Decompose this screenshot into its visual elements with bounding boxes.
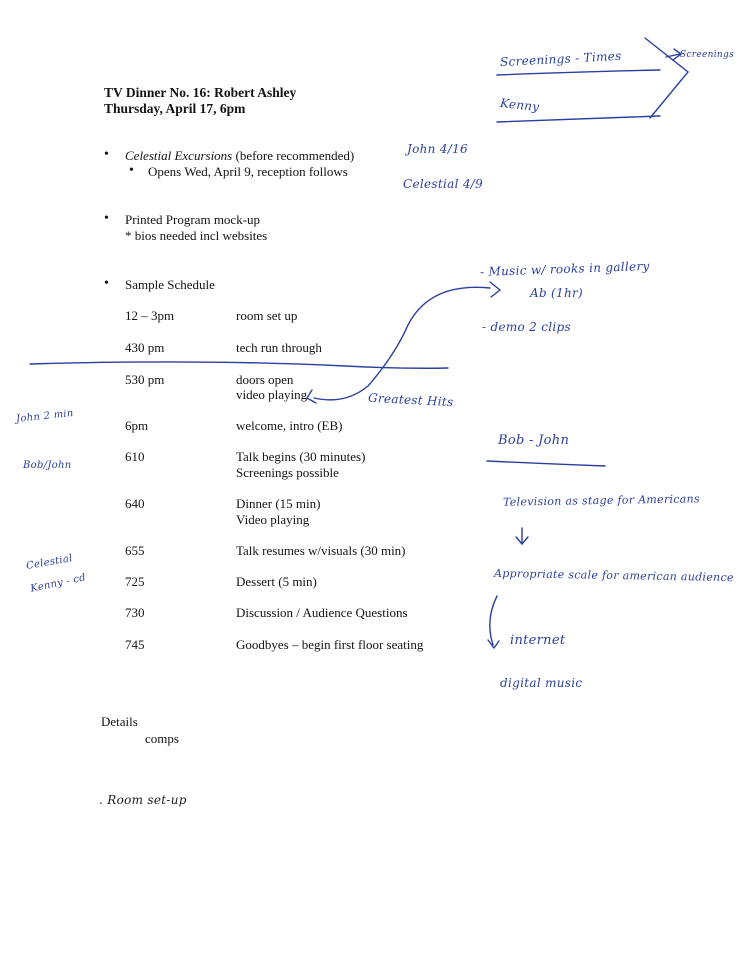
hand-digital-music: digital music: [500, 676, 583, 690]
document-title: TV Dinner No. 16: Robert Ashley: [104, 85, 297, 100]
schedule-activity: Dinner (15 min): [236, 496, 321, 511]
hand-room-setup: . Room set-up: [99, 793, 187, 807]
schedule-activity: Goodbyes – begin first floor seating: [236, 637, 424, 652]
curve-arrowhead: [307, 390, 316, 403]
hand-date-celestial: Celestial 4/9: [403, 177, 484, 191]
hand-music-note: - Music w/ rooks in gallery: [479, 259, 650, 279]
hand-left-john: John 2 min: [15, 408, 75, 425]
schedule-activity: welcome, intro (EB): [236, 418, 343, 433]
schedule-time: 725: [125, 574, 145, 589]
sample-schedule-heading: Sample Schedule: [125, 277, 215, 292]
bullet-glyph: •: [104, 276, 109, 291]
hand-left-bob-john: Bob/John: [23, 460, 72, 471]
schedule-time: 745: [125, 637, 145, 652]
hand-screenings: Screenings: [680, 50, 735, 60]
schedule-time: 530 pm: [125, 372, 165, 387]
sub-bullet-glyph: •: [129, 163, 134, 178]
bios-note: * bios needed incl websites: [125, 228, 268, 243]
schedule-activity: Talk resumes w/visuals (30 min): [236, 543, 406, 558]
schedule-activity-2: Video playing: [236, 512, 310, 527]
schedule-activity: Discussion / Audience Questions: [236, 605, 408, 620]
hand-left-kenny: Kenny - cd: [29, 572, 87, 595]
schedule-time: 730: [125, 605, 145, 620]
hand-date-john: John 4/16: [407, 142, 468, 156]
schedule-activity-2: Screenings possible: [236, 465, 339, 480]
hand-left-celestial: Celestial: [25, 553, 74, 572]
details-heading: Details: [101, 714, 138, 729]
hand-greatest-hits: Greatest Hits: [367, 390, 454, 410]
hand-duration: Ab (1hr): [530, 286, 584, 300]
schedule-time: 640: [125, 496, 145, 511]
curve-bracket: [488, 596, 499, 648]
details-item: comps: [145, 731, 179, 746]
document-date: Thursday, April 17, 6pm: [104, 101, 246, 116]
schedule-activity: room set up: [236, 308, 298, 323]
curve-arrow: [314, 287, 490, 400]
schedule-activity: tech run through: [236, 340, 322, 355]
schedule-time: 12 – 3pm: [125, 308, 175, 323]
cross-page-line: [30, 362, 448, 368]
hand-bob-john: Bob - John: [498, 433, 570, 448]
hand-internet: internet: [510, 633, 566, 648]
schedule-time: 610: [125, 449, 145, 464]
bullet-glyph: •: [104, 211, 109, 226]
hand-screenings-times: Screenings - Times: [499, 48, 622, 70]
schedule-activity: Dessert (5 min): [236, 574, 317, 589]
hand-appropriate-scale: Appropriate scale for american audience: [493, 566, 734, 585]
arrow-to-screenings: [666, 49, 681, 60]
hand-kenny: Kenny: [499, 95, 541, 115]
underline-top-right: [497, 70, 660, 75]
hand-television: Television as stage for Americans: [502, 492, 701, 509]
schedule-time: 430 pm: [125, 340, 165, 355]
schedule-activity: Talk begins (30 minutes): [236, 449, 366, 464]
schedule-time: 655: [125, 543, 145, 558]
bullet-celestial-excursions: [125, 148, 354, 164]
arrowhead-music: [490, 282, 500, 297]
program-mockup: Printed Program mock-up: [125, 212, 261, 227]
schedule-time: 6pm: [125, 418, 149, 433]
down-arrow: [516, 528, 528, 544]
underline-kenny: [497, 116, 660, 122]
hand-demos: - demo 2 clips: [482, 320, 571, 334]
exhibit-note: (before recommended): [232, 148, 355, 163]
schedule-activity-2: video playing: [236, 387, 308, 402]
schedule-activity: doors open: [236, 372, 294, 387]
exhibit-opening: Opens Wed, April 9, reception follows: [148, 164, 348, 179]
bullet-glyph: •: [104, 147, 109, 162]
underline-bob-john: [487, 461, 605, 466]
exhibit-title: Celestial Excursions: [125, 148, 233, 163]
